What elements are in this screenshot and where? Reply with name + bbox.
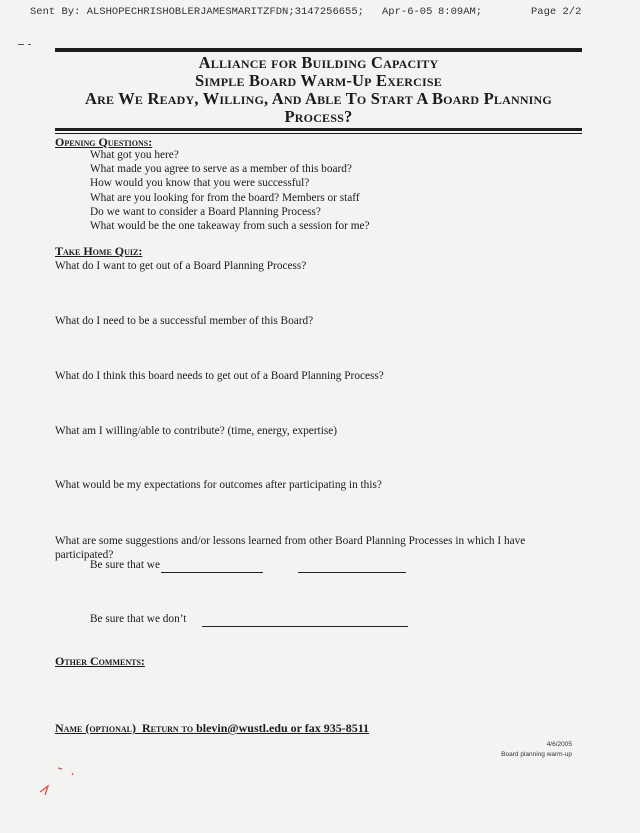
return-instructions	[55, 721, 369, 736]
quiz-question: What do I need to be a successful member of this Board?	[55, 315, 314, 327]
quiz-question: What do I want to get out of a Board Planning Process?	[55, 260, 307, 272]
fax-header	[0, 6, 640, 22]
pen-mark	[36, 764, 76, 800]
title-rule-thin	[55, 133, 582, 134]
return-to-label: Return to	[142, 721, 194, 735]
title-line: Are We Ready, Willing, And Able To Start A Board Planning	[85, 89, 552, 108]
take-home-quiz-heading: Take Home Quiz:	[55, 244, 143, 258]
blank-line-we-1[interactable]	[161, 572, 263, 573]
opening-questions-heading: Opening Questions:	[55, 135, 153, 149]
quiz-question: What do I think this board needs to get out of a Board Planning Process?	[55, 370, 384, 382]
return-contact: blevin@wustl.edu or fax 935-8511	[196, 721, 370, 735]
fax-page-number: Page 2/2	[531, 6, 582, 18]
opening-question: What made you agree to serve as a member of this board?	[90, 163, 352, 176]
quiz-question: What are some suggestions and/or lessons learned from other Board Planning Processes in which I have participated?	[55, 535, 526, 561]
title-line: Simple Board Warm-Up Exercise	[195, 71, 442, 90]
scan-mark	[18, 44, 24, 45]
quiz-question: What am I willing/able to contribute? (time, energy, expertise)	[55, 425, 338, 437]
blank-line-we-2[interactable]	[298, 572, 406, 573]
opening-question: What would be the one takeaway from such a session for me?	[90, 220, 370, 233]
fax-date: Apr-6-05	[382, 6, 433, 18]
top-rule	[55, 48, 582, 52]
opening-question: Do we want to consider a Board Planning Process?	[90, 205, 321, 218]
opening-question: What got you here?	[90, 149, 179, 161]
be-sure-we-dont-label: Be sure that we don’t	[90, 613, 187, 625]
fax-time: 8:09AM;	[438, 6, 483, 18]
fax-sender: Sent By: ALSHOPECHRISHOBLERJAMESMARITZFDN;3147256655;	[30, 6, 364, 18]
opening-questions-list	[90, 148, 370, 233]
opening-question: How would you know that you were successful?	[90, 177, 310, 190]
title-line: Process?	[284, 107, 353, 126]
name-optional-label: Name (optional)	[55, 721, 136, 735]
footer-filename: Board planning warm-up	[501, 751, 572, 758]
title-rule	[55, 128, 582, 131]
title-line: Alliance for Building Capacity	[198, 53, 439, 72]
blank-line-we-dont[interactable]	[202, 626, 408, 627]
footer-date: 4/6/2005	[546, 741, 572, 748]
other-comments-heading: Other Comments:	[55, 654, 145, 668]
scan-mark	[28, 44, 31, 45]
be-sure-we-label: Be sure that we	[90, 559, 160, 571]
document-title	[55, 54, 582, 126]
quiz-question: What would be my expectations for outcomes after participating in this?	[55, 479, 382, 491]
opening-question: What are you looking for from the board? Members or staff	[90, 191, 360, 204]
